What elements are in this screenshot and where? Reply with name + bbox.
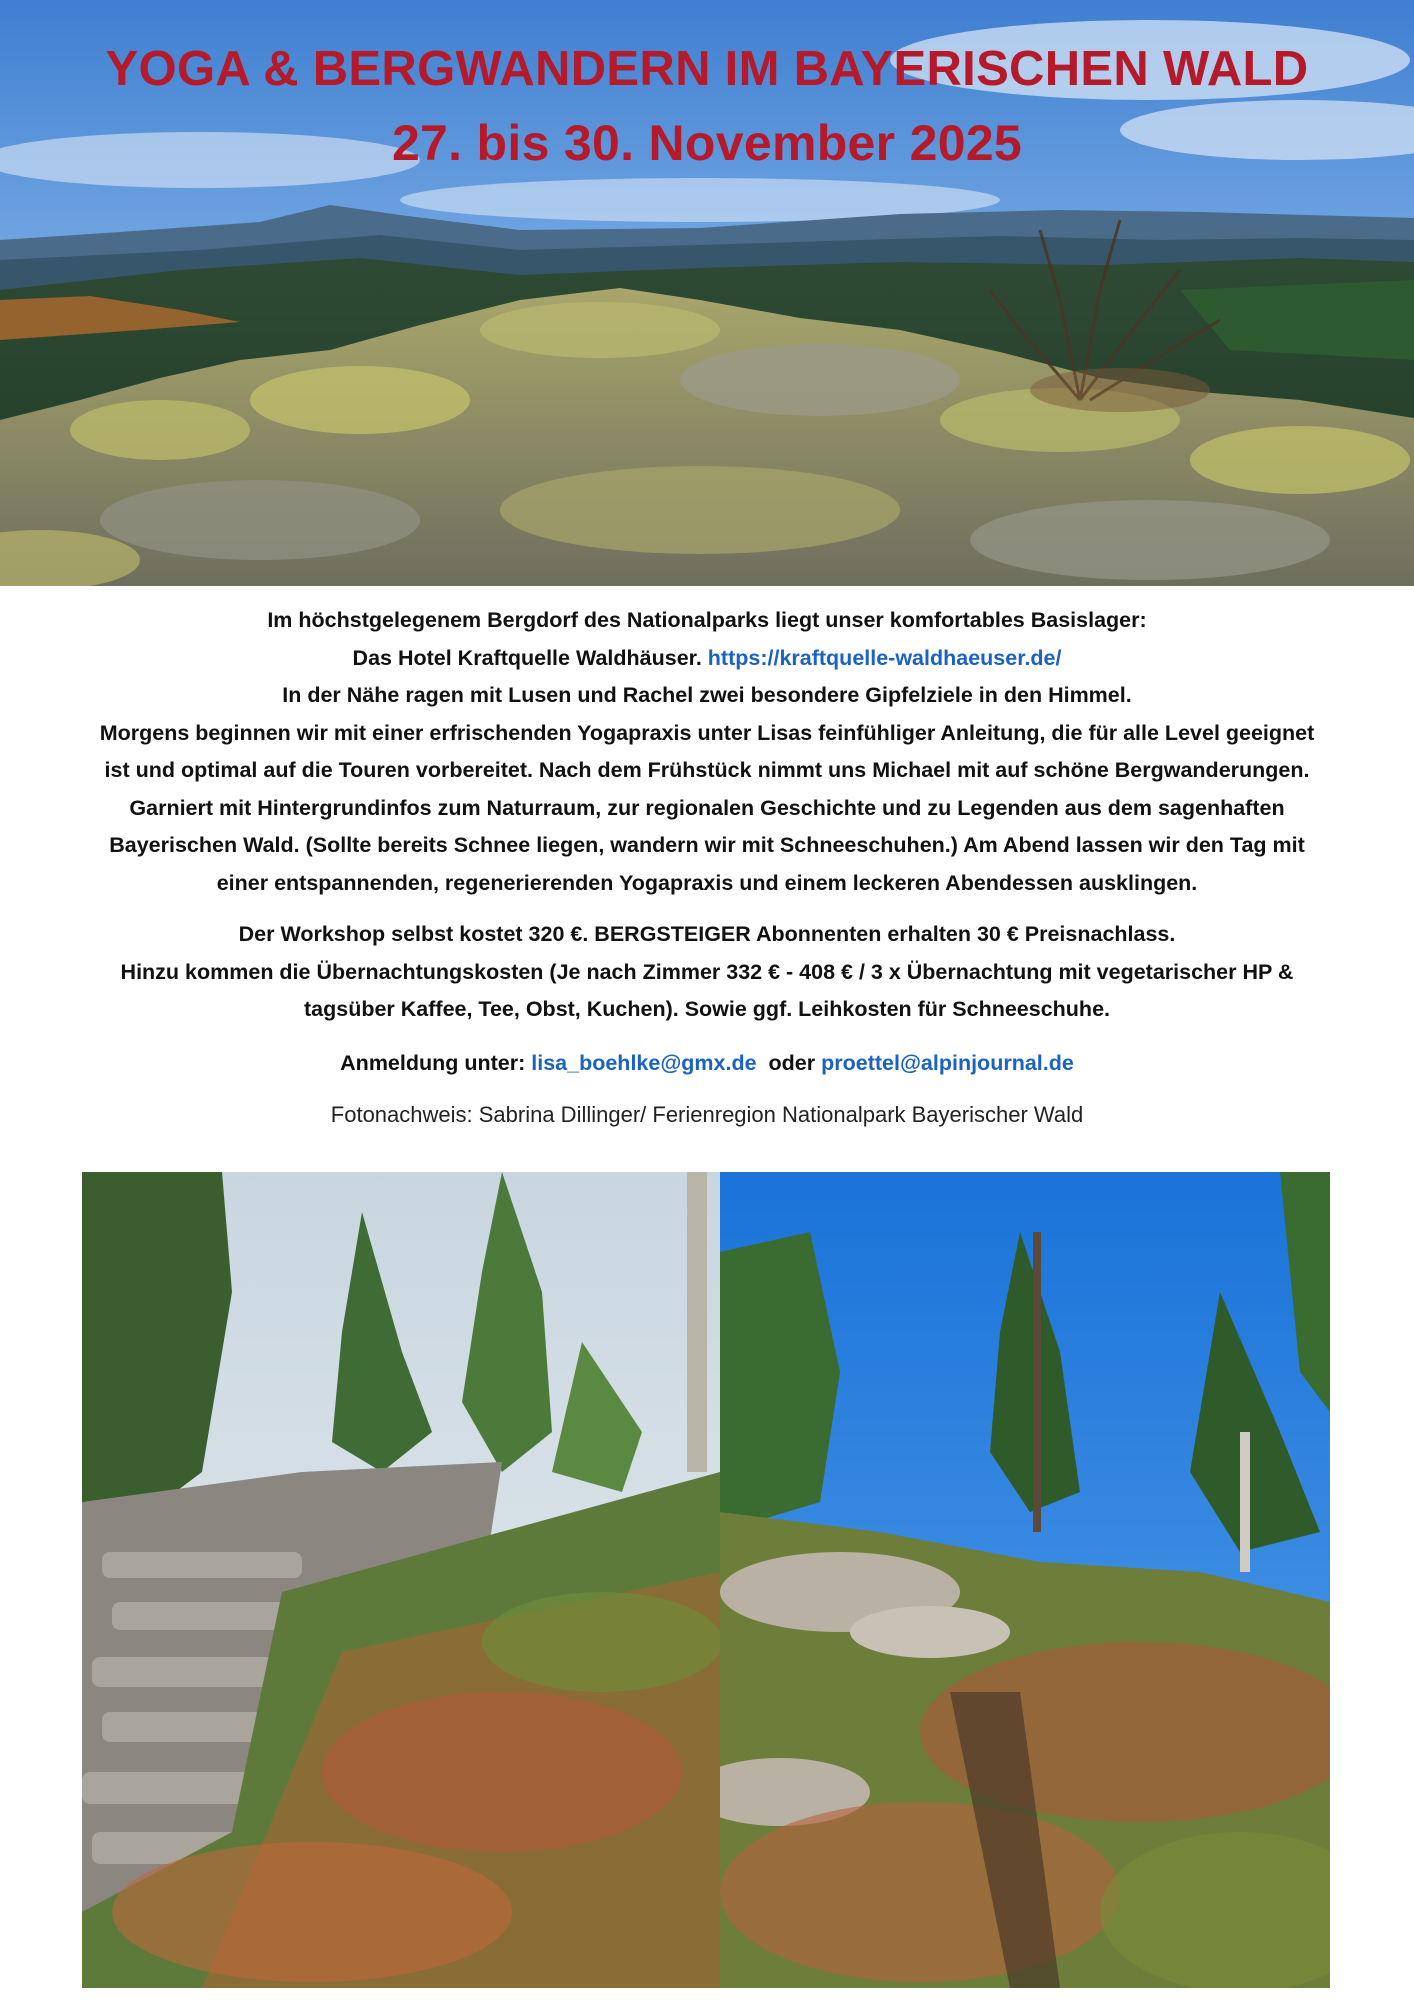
email-link-proettel[interactable]: proettel@alpinjournal.de [821, 1050, 1074, 1075]
intro-line-3: In der Nähe ragen mit Lusen und Rachel zwei besondere Gipfelziele in den Himmel. [282, 683, 1132, 707]
intro-line-7: Bayerischen Wald. (Sollte bereits Schnee liegen, wandern wir mit Schneeschuhen.) Am Abend lassen wir den Tag mit [109, 833, 1305, 857]
intro-line-8: einer entspannenden, regenerierenden Yogapraxis und einem leckeren Abendessen ausklingen. [216, 870, 1198, 895]
photo-rocky-trail [82, 1172, 720, 1988]
contact-separator: oder [768, 1050, 816, 1075]
photo-credit: Fotonachweis: Sabrina Dillinger/ Ferienregion Nationalpark Bayerischer Wald [330, 1101, 1084, 1127]
email-link-lisa[interactable]: lisa_boehlke@gmx.de [531, 1050, 757, 1075]
page-title [0, 32, 1414, 180]
pricing-paragraph [0, 916, 1414, 1029]
pricing-line-1: Der Workshop selbst kostet 320 €. BERGSTEIGER Abonnenten erhalten 30 € Preisnachlass. [238, 922, 1176, 946]
photo-forest-path [720, 1172, 1330, 1988]
intro-line-6: Garniert mit Hintergrundinfos zum Naturraum, zur regionalen Geschichte und zu Legenden aus dem sagenhaften [129, 795, 1285, 820]
pricing-line-2: Hinzu kommen die Übernachtungskosten (Je nach Zimmer 332 € - 408 € / 3 x Übernachtung mit vegetarischer HP & [120, 959, 1294, 984]
photo-gallery [82, 1172, 1330, 1988]
intro-paragraph [0, 602, 1414, 902]
intro-line-1: Im höchstgelegenem Bergdorf des Nationalparks liegt unser komfortables Basislager: [267, 608, 1147, 632]
registration-line [0, 1045, 1414, 1082]
title-line-2-dates: 27. bis 30. November 2025 [391, 115, 1023, 171]
intro-line-2 [0, 640, 1414, 678]
pricing-line-3: tagsüber Kaffee, Tee, Obst, Kuchen). Sowie ggf. Leihkosten für Schneeschuhe. [304, 997, 1110, 1021]
description-block [0, 602, 1414, 1130]
registration-label: Anmeldung unter: [340, 1050, 526, 1075]
hotel-website-link[interactable]: https://kraftquelle-waldhaeuser.de/ [707, 645, 1062, 670]
hero-banner [0, 0, 1414, 586]
intro-line-5: ist und optimal auf die Touren vorbereitet. Nach dem Frühstück nimmt uns Michael mit auf schöne Bergwanderungen. [104, 758, 1310, 782]
hotel-name: Das Hotel Kraftquelle Waldhäuser. [352, 645, 702, 670]
title-line-1: YOGA & BERGWANDERN IM BAYERISCHEN WALD [105, 42, 1309, 96]
intro-line-4: Morgens beginnen wir mit einer erfrischenden Yogapraxis unter Lisas feinfühliger Anleitung, die für alle Level geeignet [99, 720, 1315, 745]
